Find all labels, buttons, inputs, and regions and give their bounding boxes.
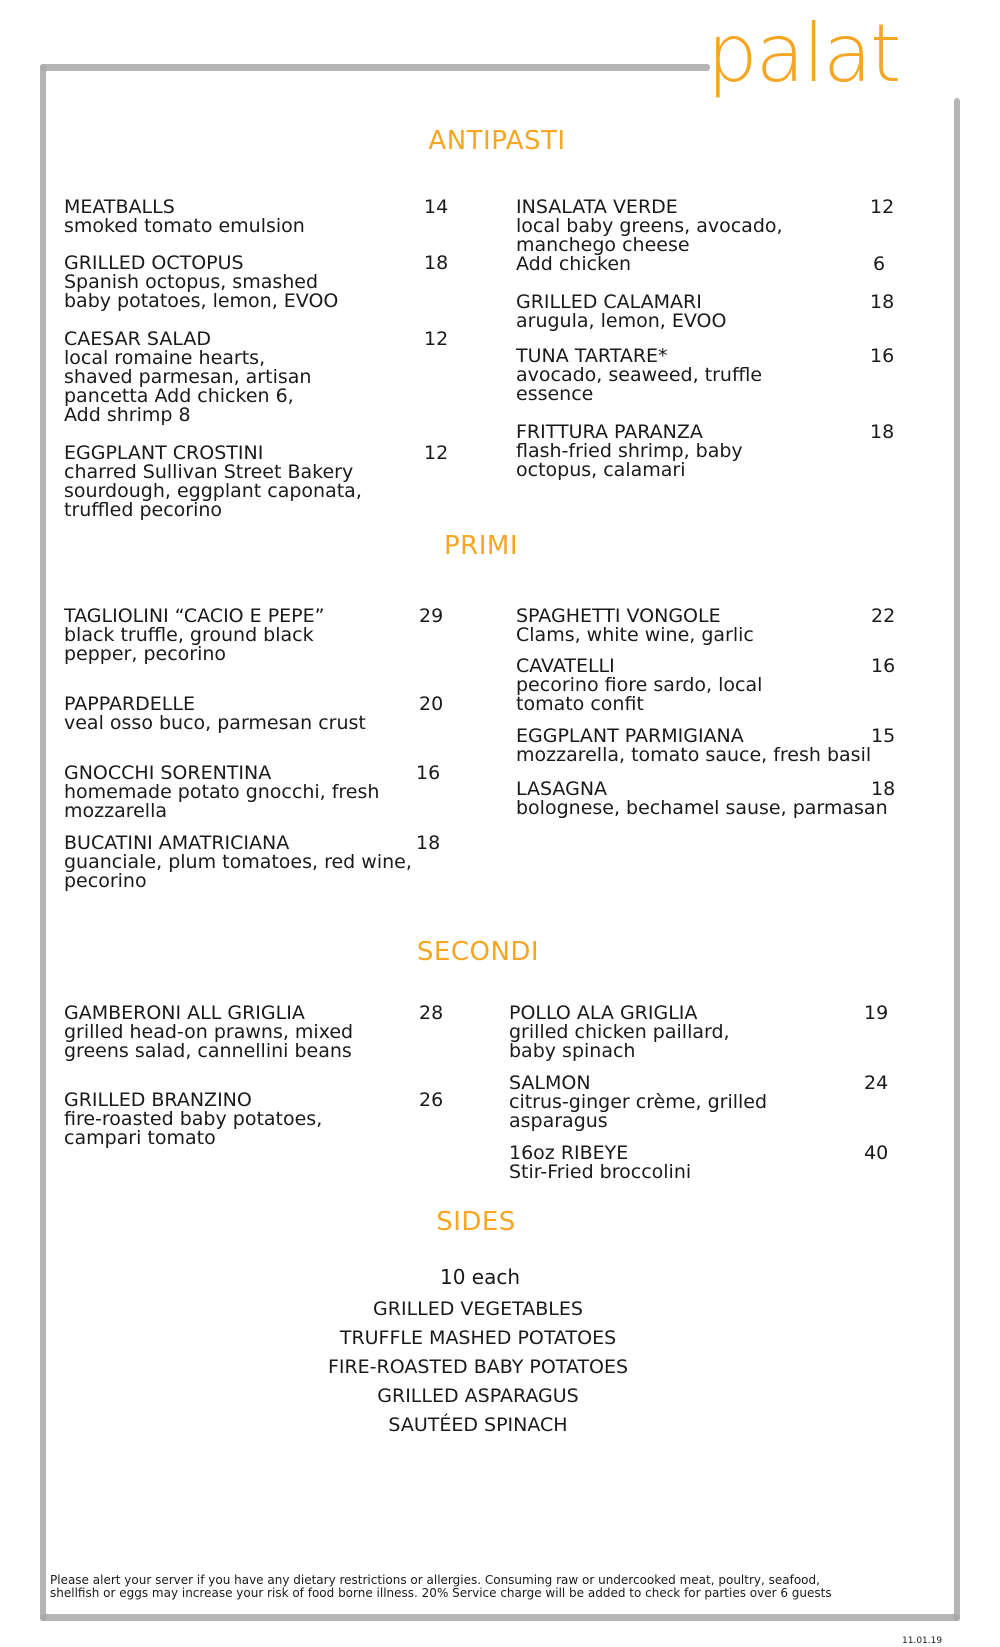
item-name: POLLO ALA GRIGLIA [509,1002,698,1024]
item-description: local romaine hearts, shaved parmesan, artisan pancetta Add chicken 6, Add shrimp 8 [64,347,312,426]
menu-item [516,423,896,480]
border-left [40,64,46,1621]
item-price: 6 [873,253,886,275]
border-top [40,64,710,71]
item-price: 29 [419,605,444,627]
item-description: Stir-Fried broccolini [509,1161,692,1183]
item-price: 28 [419,1002,444,1024]
item-price: 12 [870,196,895,218]
section-title-secondi: SECONDI [416,937,540,967]
item-name: GNOCCHI SORENTINA [64,762,272,784]
section-title-primi: PRIMI [443,531,519,561]
menu-item [516,657,916,714]
item-name: INSALATA VERDE [516,196,678,218]
item-name: TAGLIOLINI “CACIO E PEPE” [64,605,325,627]
side-item: GRILLED VEGETABLES [373,1298,583,1320]
item-name: MEATBALLS [64,196,175,218]
item-price: 18 [870,421,895,443]
item-description: grilled chicken paillard, baby spinach [509,1021,730,1062]
menu-item [509,1004,889,1061]
section-title-sides: SIDES [436,1207,516,1237]
menu-item [516,255,896,274]
item-name: CAVATELLI [516,655,615,677]
item-price: 16 [871,655,896,677]
item-name: 16oz RIBEYE [509,1142,629,1164]
menu-item [64,695,444,733]
menu-item [64,442,449,521]
item-price: 22 [871,605,896,627]
item-description: fire-roasted baby potatoes, campari tomato [64,1108,323,1149]
menu-item [516,293,896,331]
item-price: 16 [870,345,895,367]
item-name: GRILLED CALAMARI [516,291,702,313]
item-name: SPAGHETTI VONGOLE [516,605,721,627]
item-description: citrus-ginger crème, grilled asparagus [509,1091,768,1132]
item-description: Clams, white wine, garlic [516,624,754,646]
item-name: EGGPLANT CROSTINI [64,442,264,464]
item-description: guanciale, plum tomatoes, red wine, pecorino [64,851,412,892]
item-price: 19 [864,1002,889,1024]
item-description: black truffle, ground black pepper, pecorino [64,624,314,665]
item-name: EGGPLANT PARMIGIANA [516,725,744,747]
item-price: 18 [870,291,895,313]
menu-item [64,328,449,426]
item-description: charred Sullivan Street Bakery sourdough, eggplant caponata, truffled pecorino [64,461,362,521]
item-price: 18 [424,252,449,274]
item-price: 18 [871,778,896,800]
section-title-antipasti: ANTIPASTI [428,126,566,156]
menu-item [516,607,916,645]
item-description: flash-fried shrimp, baby octopus, calamari [516,440,743,481]
menu-item [516,780,916,818]
item-price: 18 [416,832,441,854]
item-price: 16 [416,762,441,784]
brand-logo: palat [707,7,900,100]
item-price: 12 [424,328,449,350]
item-description: bolognese, bechamel sause, parmasan [516,797,888,819]
menu-item [64,834,444,891]
menu-item [64,764,444,821]
side-item: FIRE-ROASTED BABY POTATOES [327,1356,629,1378]
item-description: homemade potato gnocchi, fresh mozzarella [64,781,380,822]
side-item: GRILLED ASPARAGUS [377,1385,579,1407]
item-price: 14 [424,196,449,218]
item-price: 24 [864,1072,889,1094]
border-right [954,98,960,1621]
item-name: GAMBERONI ALL GRIGLIA [64,1002,305,1024]
menu-item [509,1144,889,1182]
item-description: Spanish octopus, smashed baby potatoes, lemon, EVOO [64,271,339,312]
menu-item [516,727,916,765]
item-price: 40 [864,1142,889,1164]
item-description: arugula, lemon, EVOO [516,310,727,332]
item-price: 20 [419,693,444,715]
menu-item [64,607,444,664]
item-description: avocado, seaweed, truffle essence [516,364,763,405]
menu-item [509,1074,889,1131]
item-description: veal osso buco, parmesan crust [64,712,366,734]
side-item: TRUFFLE MASHED POTATOES [339,1327,617,1349]
item-name: PAPPARDELLE [64,693,195,715]
sides-price-note: 10 each [439,1265,521,1289]
item-description: local baby greens, avocado, manchego cheese [516,215,783,256]
item-name: TUNA TARTARE* [516,345,668,367]
item-description: grilled head-on prawns, mixed greens salad, cannellini beans [64,1021,354,1062]
allergy-notice: Please alert your server if you have any dietary restrictions or allergies. Consuming raw or undercooked meat, poultry, seafood, shellfish or eggs may increase your risk of food borne illness. 20% Service charge will be added to check for parties over 6 guests [50,1573,832,1600]
item-name: FRITTURA PARANZA [516,421,703,443]
menu-item [64,1004,444,1061]
menu-item [64,252,449,312]
item-description: mozzarella, tomato sauce, fresh basil [516,744,872,766]
item-name: LASAGNA [516,778,608,800]
menu-item [64,196,449,237]
item-name: SALMON [509,1072,591,1094]
item-name: GRILLED OCTOPUS [64,252,244,274]
menu-date: 11.01.19 [902,1636,943,1646]
item-description: pecorino fiore sardo, local tomato confit [516,674,763,715]
item-name: BUCATINI AMATRICIANA [64,832,290,854]
menu-item [516,347,896,404]
side-item: SAUTÉED SPINACH [388,1414,568,1436]
border-bottom [40,1614,960,1621]
item-description: smoked tomato emulsion [64,215,305,237]
item-name: Add chicken [516,253,632,275]
item-price: 15 [871,725,896,747]
item-price: 12 [424,442,449,464]
menu-item [516,198,896,255]
menu-item [64,1091,444,1148]
item-price: 26 [419,1089,444,1111]
item-name: CAESAR SALAD [64,328,211,350]
item-name: GRILLED BRANZINO [64,1089,252,1111]
